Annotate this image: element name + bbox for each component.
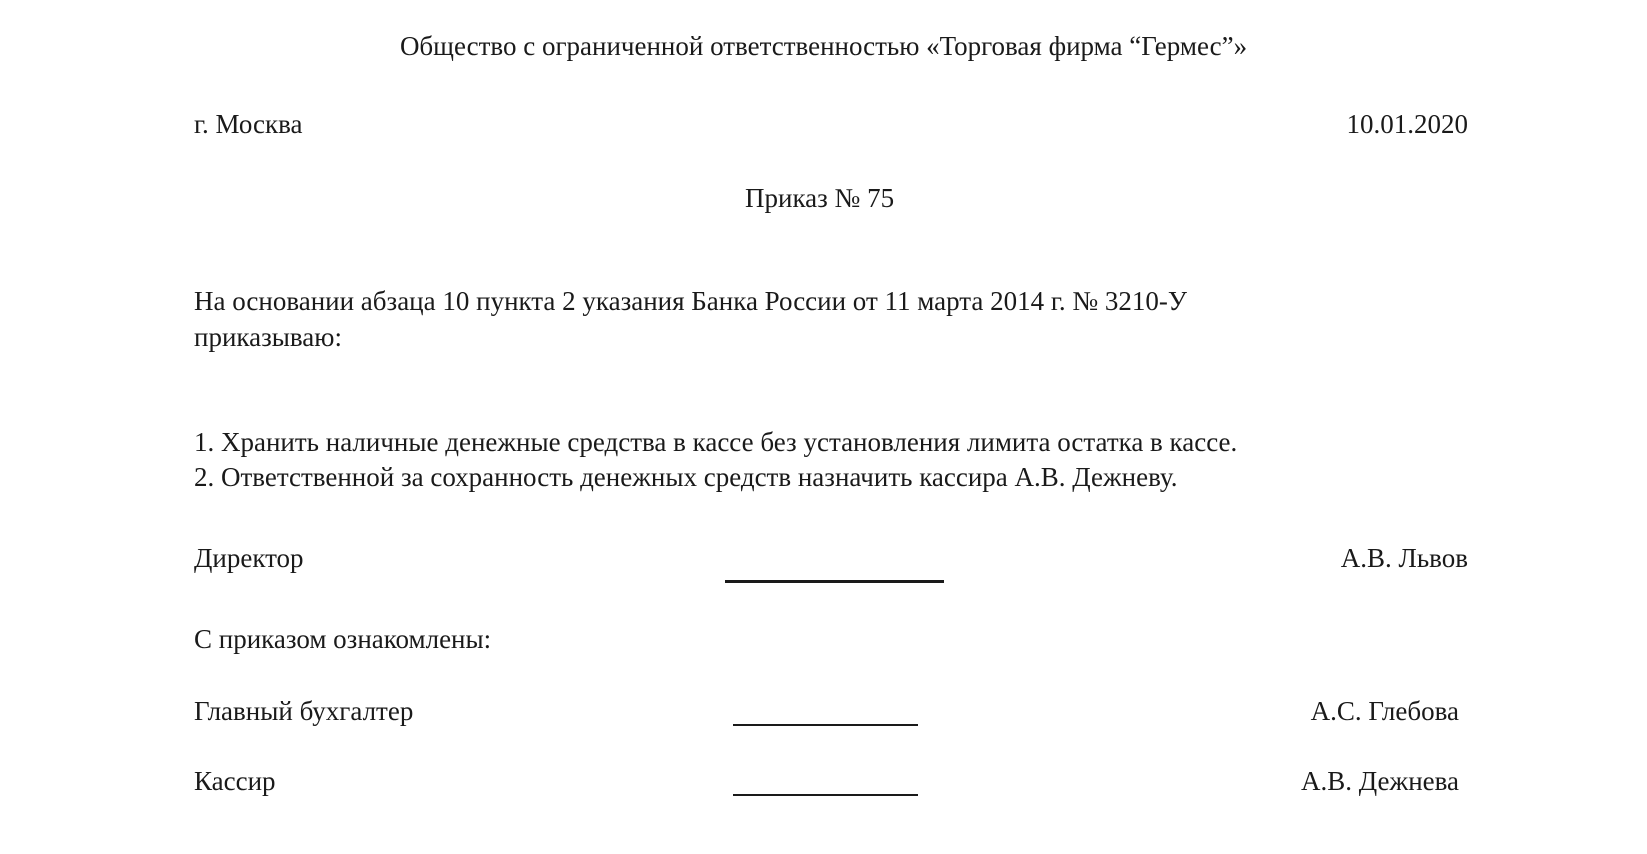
signatory-name-1: А.С. Глебова bbox=[1310, 696, 1459, 726]
director-role: Директор bbox=[194, 543, 304, 573]
signatory-signature-line-1 bbox=[733, 724, 918, 726]
document-date: 10.01.2020 bbox=[1346, 109, 1468, 139]
director-signature-line bbox=[725, 580, 944, 583]
signatory-signature-line-2 bbox=[733, 794, 918, 796]
signatory-name-2: А.В. Дежнева bbox=[1301, 766, 1459, 796]
order-item-2: 2. Ответственной за сохранность денежных средств назначить кассира А.В. Дежневу. bbox=[194, 462, 1178, 492]
order-title: Приказ № 75 bbox=[745, 183, 895, 213]
order-item-1: 1. Хранить наличные денежные средства в кассе без установления лимита остатка в кассе. bbox=[194, 427, 1238, 457]
acknowledged-label: С приказом ознакомлены: bbox=[194, 624, 492, 654]
signatory-role-1: Главный бухгалтер bbox=[194, 696, 414, 726]
basis-line-2: приказываю: bbox=[194, 322, 342, 352]
basis-line-1: На основании абзаца 10 пункта 2 указания Банка России от 11 марта 2014 г. № 3210-У bbox=[194, 286, 1188, 316]
signatory-role-2: Кассир bbox=[194, 766, 276, 796]
organization-name: Общество с ограниченной ответственностью «Торговая фирма “Гермес”» bbox=[399, 31, 1248, 61]
city: г. Москва bbox=[194, 109, 303, 139]
director-name: А.В. Львов bbox=[1340, 543, 1468, 573]
